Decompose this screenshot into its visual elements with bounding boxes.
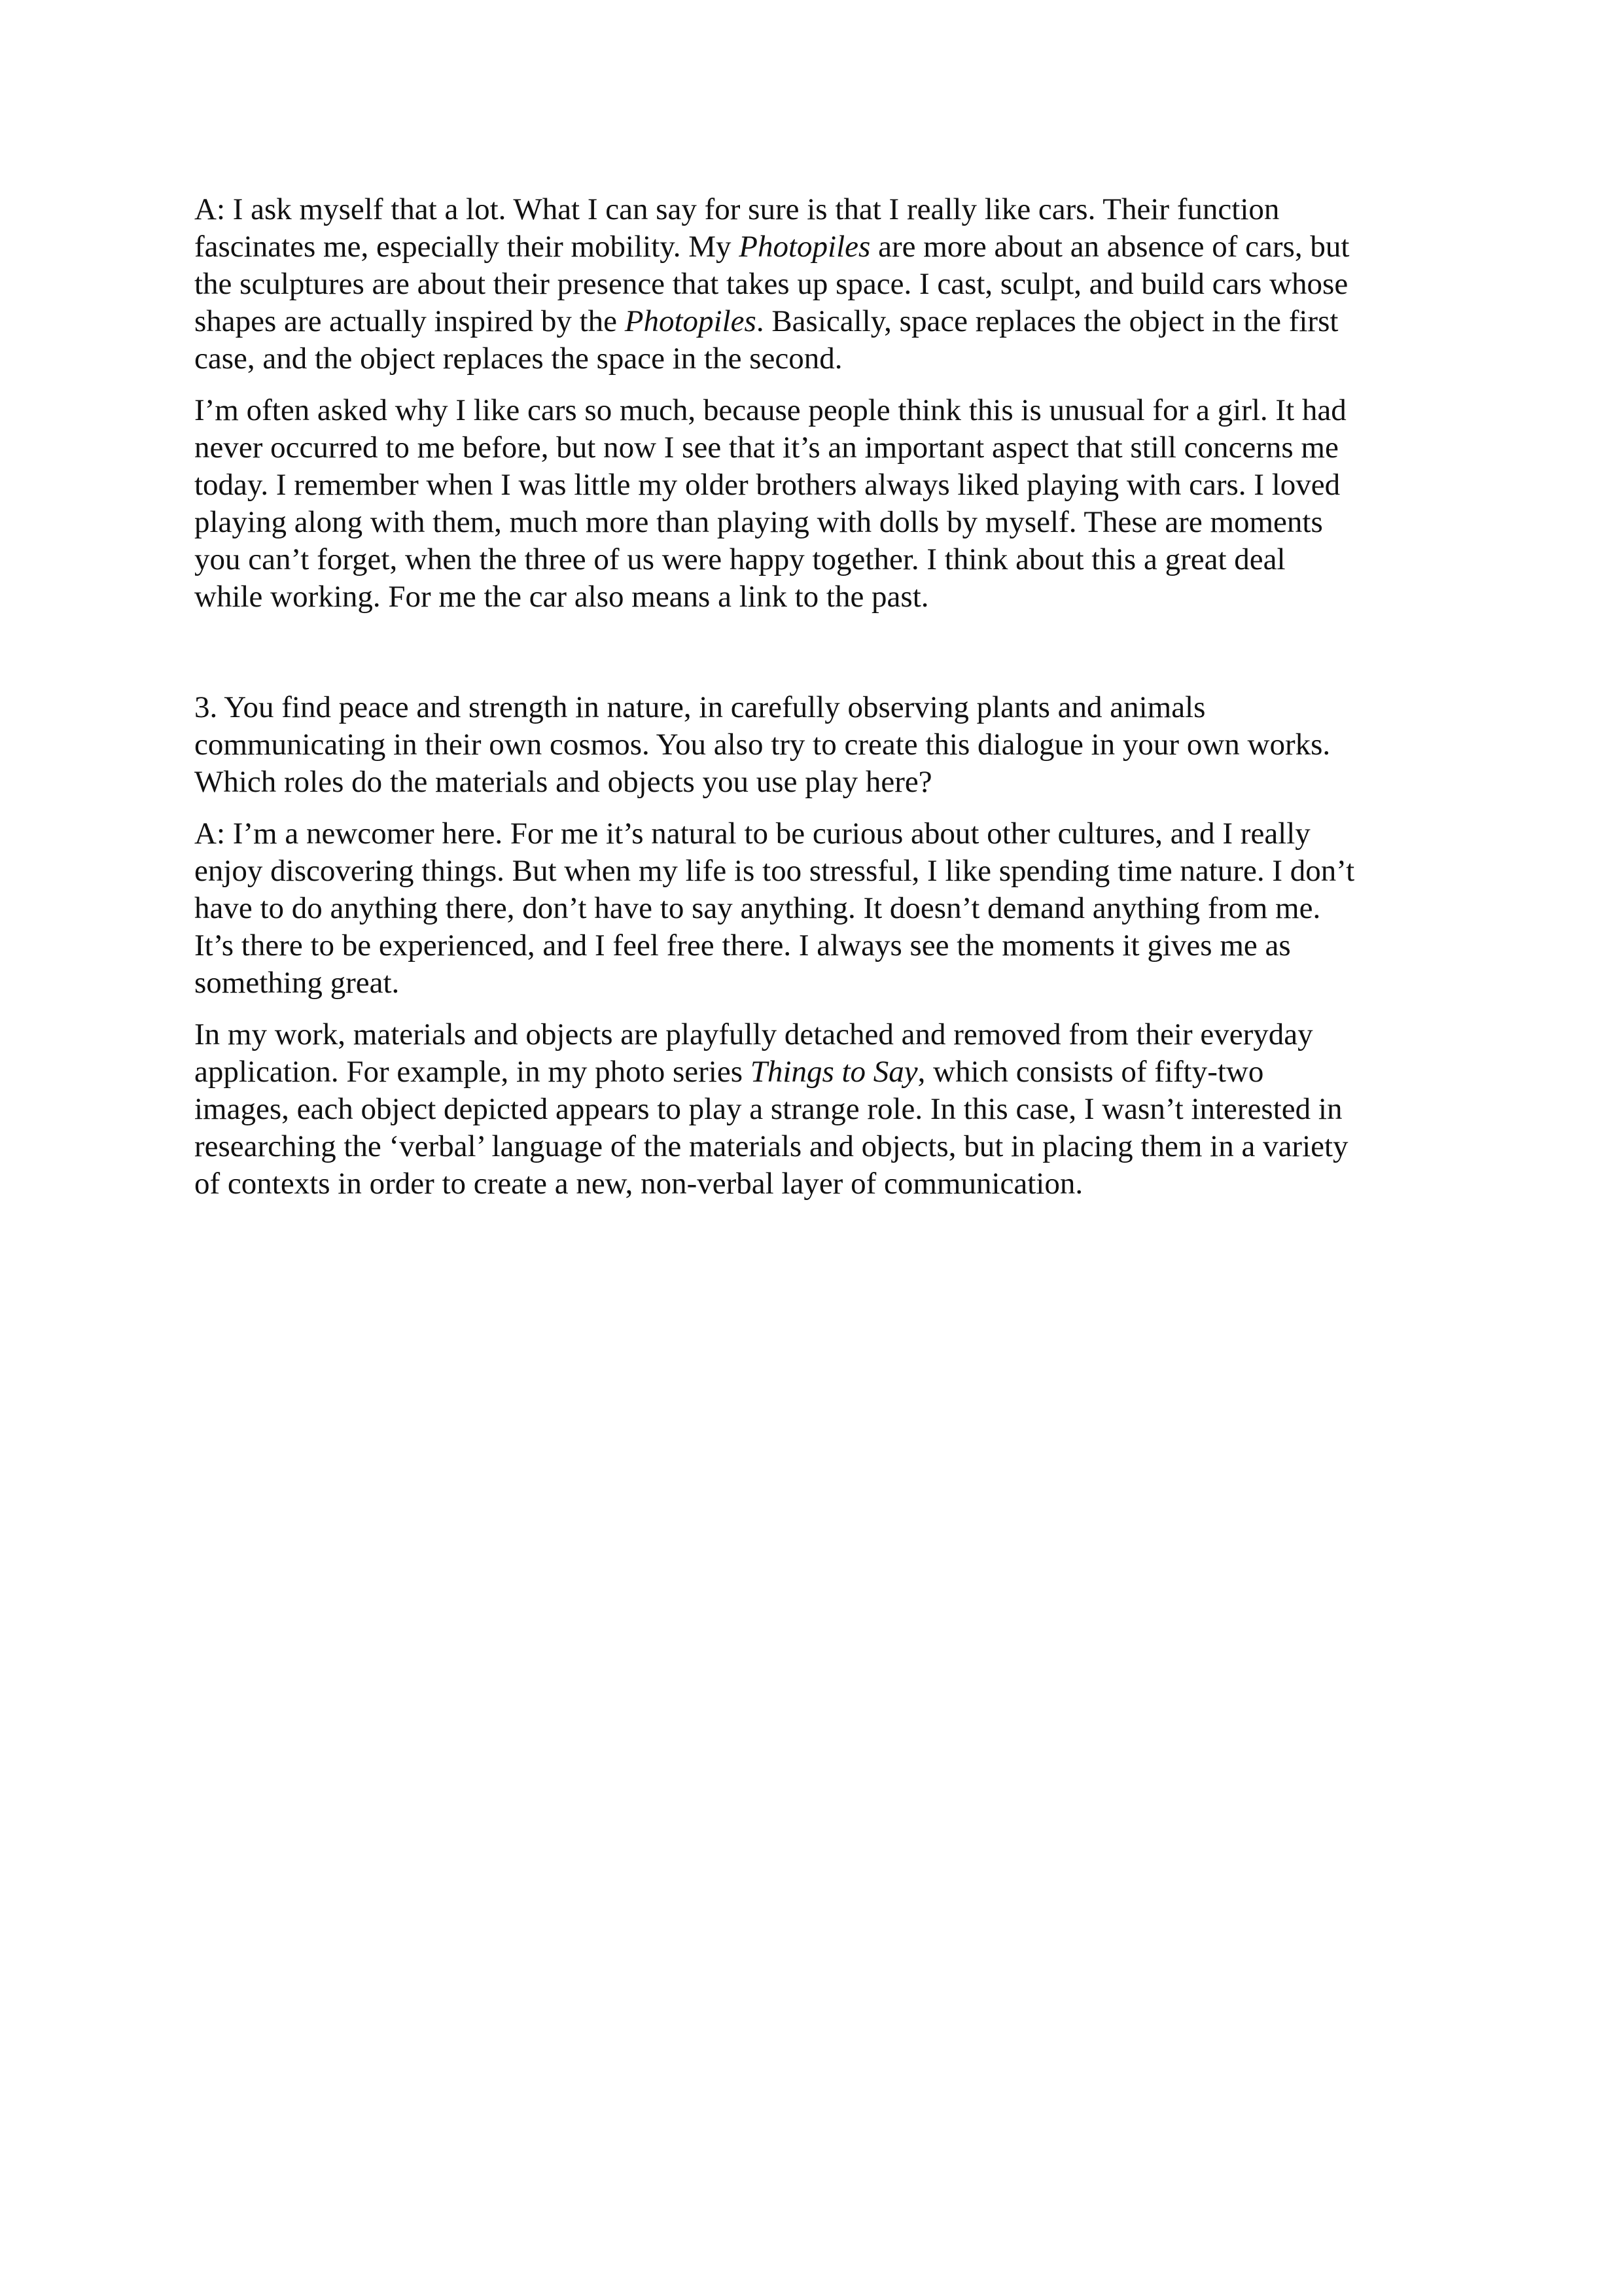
text-line	[194, 541, 1451, 578]
text-segment: Which roles do the materials and objects you use play here?	[194, 765, 932, 799]
text-segment: are more about an absence of cars, but	[870, 230, 1350, 264]
text-segment: application. For example, in my photo series	[194, 1055, 750, 1089]
text-line	[194, 303, 1451, 340]
text-line	[194, 1128, 1451, 1165]
section-gap	[194, 630, 1451, 689]
text-segment: playing along with them, much more than playing with dolls by myself. These are moments	[194, 505, 1323, 539]
text-line	[194, 927, 1451, 964]
text-segment: A: I’m a newcomer here. For me it’s natural to be curious about other cultures, and I really	[194, 817, 1311, 851]
text-line	[194, 853, 1451, 890]
text-line	[194, 429, 1451, 467]
text-segment: 3. You find peace and strength in nature, in carefully observing plants and animals	[194, 690, 1206, 724]
text-segment: you can’t forget, when the three of us were happy together. I think about this a great deal	[194, 542, 1286, 576]
text-line	[194, 815, 1451, 853]
question-paragraph	[194, 689, 1451, 801]
document-body	[194, 191, 1451, 1217]
text-segment: today. I remember when I was little my older brothers always liked playing with cars. I loved	[194, 468, 1341, 502]
text-line	[194, 890, 1451, 927]
text-segment: A: I ask myself that a lot. What I can say for sure is that I really like cars. Their function	[194, 192, 1280, 226]
text-line	[194, 1053, 1451, 1091]
text-segment: . Basically, space replaces the object in the first	[756, 304, 1339, 338]
answer-paragraph	[194, 191, 1451, 378]
text-segment: of contexts in order to create a new, non-verbal layer of communication.	[194, 1167, 1084, 1201]
text-segment: enjoy discovering things. But when my life is too stressful, I like spending time nature. I don’t	[194, 854, 1355, 888]
text-segment: , which consists of fifty-two	[917, 1055, 1264, 1089]
text-segment: images, each object depicted appears to play a strange role. In this case, I wasn’t interested in	[194, 1092, 1343, 1126]
text-segment: shapes are actually inspired by the	[194, 304, 625, 338]
text-segment: case, and the object replaces the space in the second.	[194, 342, 843, 376]
text-line	[194, 764, 1451, 801]
text-line	[194, 689, 1451, 726]
text-segment: I’m often asked why I like cars so much, because people think this is unusual for a girl. It had	[194, 393, 1347, 427]
text-line	[194, 191, 1451, 228]
text-line	[194, 467, 1451, 504]
italic-title-text: Things to Say	[750, 1055, 918, 1089]
text-line	[194, 392, 1451, 429]
text-segment: fascinates me, especially their mobility. My	[194, 230, 739, 264]
text-segment: researching the ‘verbal’ language of the materials and objects, but in placing them in a variety	[194, 1129, 1349, 1163]
text-segment: never occurred to me before, but now I see that it’s an important aspect that still concerns me	[194, 431, 1339, 465]
text-line	[194, 340, 1451, 378]
italic-title-text: Photopiles	[739, 230, 871, 264]
text-segment: have to do anything there, don’t have to say anything. It doesn’t demand anything from me.	[194, 891, 1321, 925]
answer-paragraph	[194, 815, 1451, 1002]
text-line	[194, 1016, 1451, 1053]
text-segment: something great.	[194, 966, 400, 1000]
text-segment: communicating in their own cosmos. You also try to create this dialogue in your own works.	[194, 728, 1331, 762]
answer-paragraph	[194, 392, 1451, 616]
text-line	[194, 266, 1451, 303]
text-segment: In my work, materials and objects are playfully detached and removed from their everyday	[194, 1017, 1313, 1051]
text-segment: It’s there to be experienced, and I feel free there. I always see the moments it gives me as	[194, 928, 1291, 963]
text-line	[194, 1165, 1451, 1203]
text-line	[194, 726, 1451, 764]
text-segment: while working. For me the car also means a link to the past.	[194, 580, 929, 614]
answer-paragraph	[194, 1016, 1451, 1203]
text-line	[194, 964, 1451, 1002]
text-segment: the sculptures are about their presence that takes up space. I cast, sculpt, and build cars whose	[194, 267, 1349, 301]
text-line	[194, 578, 1451, 616]
italic-title-text: Photopiles	[624, 304, 756, 338]
text-line	[194, 228, 1451, 266]
text-line	[194, 1091, 1451, 1128]
text-line	[194, 504, 1451, 541]
